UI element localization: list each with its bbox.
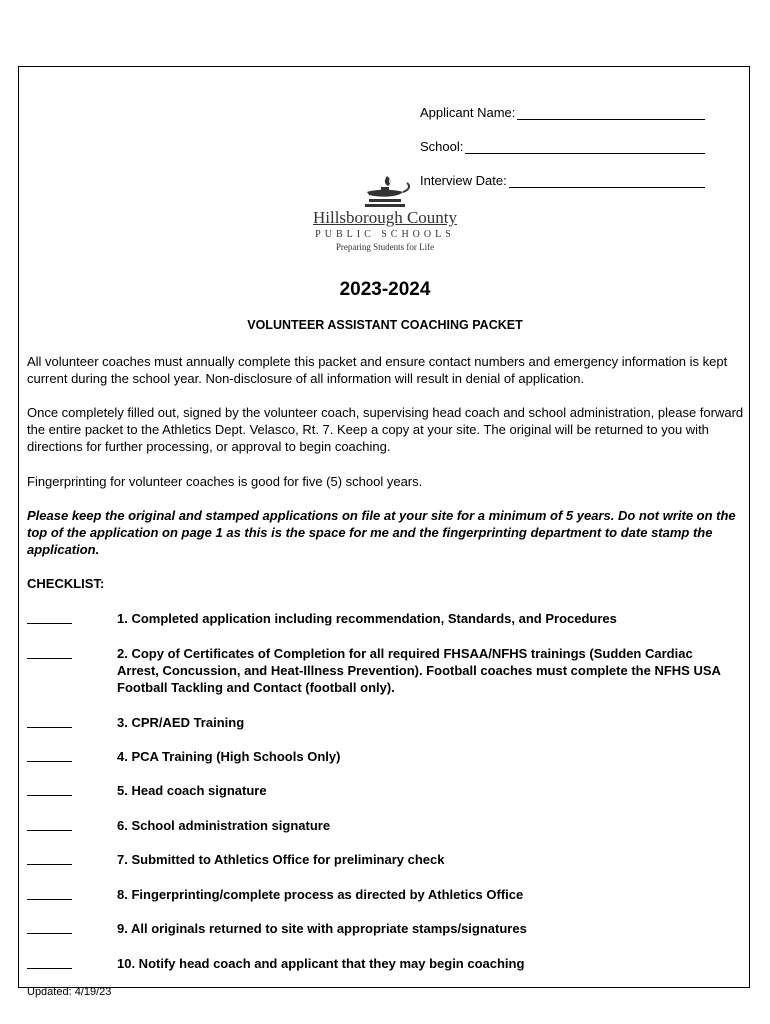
paragraph-retention-notice: Please keep the original and stamped applications on file at your site for a minimum of 5 years. Do not write on the top of the application on page 1 as this is the space for me and the fingerprinting department to date stamp the application.: [27, 508, 736, 557]
checklist-blank[interactable]: [27, 714, 72, 728]
applicant-name-label: Applicant Name:: [420, 105, 516, 120]
applicant-name-field[interactable]: [420, 86, 705, 120]
checklist-blank[interactable]: [27, 851, 72, 865]
checklist-item-text: 6. School administration signature: [117, 818, 331, 833]
district-tagline: Preparing Students for Life: [335, 242, 435, 252]
updated-date: Updated: 4/19/23: [27, 986, 112, 998]
checklist-blank[interactable]: [27, 886, 72, 900]
checklist-item-text: 5. Head coach signature: [117, 783, 267, 798]
checklist-heading: CHECKLIST:: [27, 576, 105, 591]
checklist-blank[interactable]: [27, 920, 72, 934]
checklist-blank[interactable]: [27, 817, 72, 831]
checklist-item-text: 8. Fingerprinting/complete process as directed by Athletics Office: [117, 887, 524, 902]
checklist-blank[interactable]: [27, 955, 72, 969]
paragraph-fingerprinting: Fingerprinting for volunteer coaches is good for five (5) school years.: [27, 474, 423, 489]
lamp-of-learning-icon: [357, 170, 413, 210]
checklist-item-text: 1. Completed application including recommendation, Standards, and Procedures: [117, 611, 617, 626]
checklist-item-text: 10. Notify head coach and applicant that they may begin coaching: [117, 956, 525, 971]
interview-date-line[interactable]: [509, 173, 705, 188]
district-logo: [300, 170, 470, 262]
checklist-blank[interactable]: [27, 610, 72, 624]
school-field[interactable]: [420, 120, 705, 154]
checklist-blank[interactable]: [27, 748, 72, 762]
school-year: 2023-2024: [339, 279, 431, 300]
district-name: Hillsborough County: [312, 208, 458, 227]
checklist-item-text: 9. All originals returned to site with appropriate stamps/signatures: [117, 921, 527, 936]
checklist-item-text: 4. PCA Training (High Schools Only): [117, 749, 341, 764]
school-label: School:: [420, 139, 464, 154]
checklist-item-text: 2. Copy of Certificates of Completion for all required FHSAA/NFHS trainings (Sudden Cardiac Arrest, Concussion, and Heat-Illness Prevention). Football coaches must complete the NFHS USA Football Tackling and Contact (football only).: [117, 646, 721, 695]
interview-date-label: Interview Date:: [420, 173, 507, 188]
school-line[interactable]: [465, 139, 705, 154]
packet-title: VOLUNTEER ASSISTANT COACHING PACKET: [247, 318, 523, 332]
checklist-item-text: 7. Submitted to Athletics Office for preliminary check: [117, 852, 445, 867]
paragraph-submission-instructions: Once completely filled out, signed by the volunteer coach, supervising head coach and school administration, please forward the entire packet to the Athletics Dept. Velasco, Rt. 7. Keep a copy at your site. The original will be returned to you with directions for further processing, or approval to begin coaching.: [27, 405, 744, 454]
district-subtitle: PUBLIC SCHOOLS: [315, 229, 455, 240]
checklist-item-text: 3. CPR/AED Training: [117, 715, 245, 730]
paragraph-annual-requirement: All volunteer coaches must annually complete this packet and ensure contact numbers and emergency information is kept current during the school year. Non-disclosure of all information will result in denial of application.: [27, 354, 728, 386]
checklist-blank[interactable]: [27, 645, 72, 659]
checklist-blank[interactable]: [27, 782, 72, 796]
applicant-name-line[interactable]: [517, 105, 705, 120]
